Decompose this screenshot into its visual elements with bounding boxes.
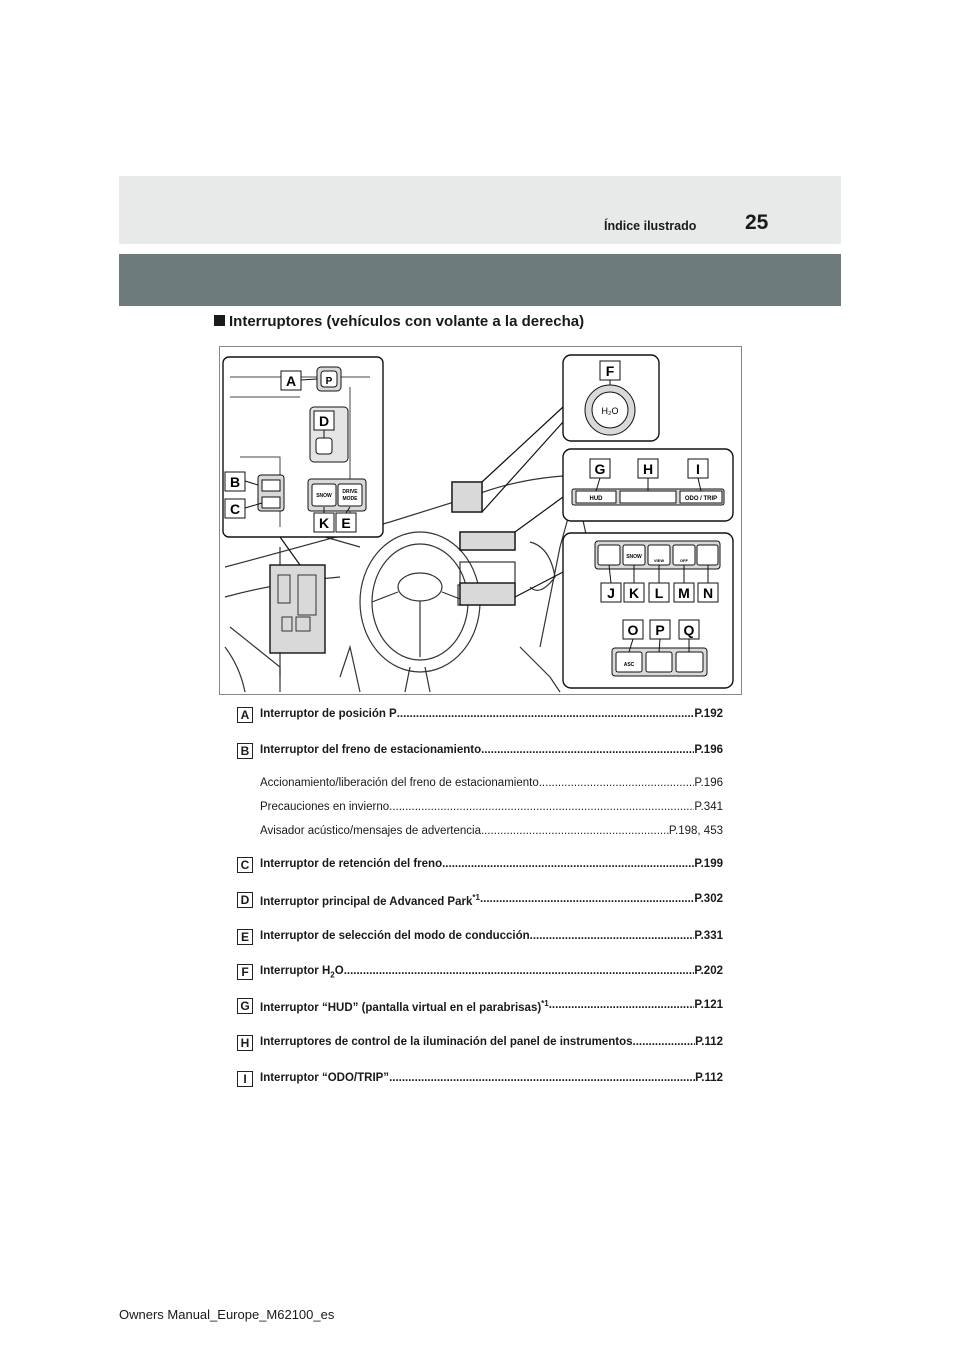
snow2-label: SNOW <box>626 554 642 560</box>
header-bar <box>119 254 841 306</box>
callout-m: M <box>678 585 690 601</box>
callout-f: F <box>605 363 615 379</box>
page-ref[interactable]: P.341 <box>694 801 723 813</box>
section-title: Índice ilustrado <box>604 219 697 233</box>
page-ref[interactable]: P.199 <box>694 858 723 870</box>
mode-label: MODE <box>342 496 358 502</box>
callout-h: H <box>642 461 654 477</box>
header-band <box>119 176 841 244</box>
section-heading <box>214 313 584 330</box>
entry-g <box>237 998 723 1016</box>
badge-c: C <box>237 857 253 873</box>
entry-label: Interruptor de selección del modo de conducción <box>260 930 530 942</box>
callout-j: J <box>607 585 615 601</box>
badge-i: I <box>237 1071 253 1087</box>
footer-text: Owners Manual_Europe_M62100_es <box>119 1307 335 1322</box>
switch-illustration <box>219 346 742 695</box>
badge-e: E <box>237 929 253 945</box>
footnote-marker: *1 <box>472 893 480 902</box>
callout-a: A <box>285 373 297 389</box>
entry-label: Interruptor del freno de estacionamiento <box>260 744 482 756</box>
hud-label: HUD <box>589 496 603 502</box>
entry-label: Interruptores de control de la iluminación del panel de instrumentos <box>260 1036 633 1048</box>
entry-label: Interruptor principal de Advanced Park <box>260 895 473 908</box>
callout-i: I <box>696 461 700 477</box>
callout-d: D <box>318 413 330 429</box>
footnote-marker: *1 <box>541 999 549 1008</box>
callout-l: L <box>654 585 664 601</box>
page-ref[interactable]: P.198, 453 <box>668 825 723 837</box>
asc-label: ASC <box>623 662 635 668</box>
page-ref[interactable]: P.196 <box>694 744 723 756</box>
callout-e: E <box>341 515 351 531</box>
entry-f <box>237 964 723 982</box>
entry-label: Interruptor H <box>260 965 331 977</box>
callout-q: Q <box>683 622 695 638</box>
entry-label: Interruptor de retención del freno <box>260 858 443 870</box>
entry-d <box>237 892 723 910</box>
sub-entry-label: Precauciones en invierno <box>260 801 390 813</box>
callout-k-left: K <box>318 515 330 531</box>
callout-p: P <box>655 622 665 638</box>
sub-entry <box>260 801 723 813</box>
sub-entry-label: Accionamiento/liberación del freno de estacionamiento <box>260 777 539 789</box>
page-ref[interactable]: P.302 <box>694 893 723 905</box>
page-ref[interactable]: P.331 <box>694 930 723 942</box>
view-label: VIEW <box>653 558 665 563</box>
sub-entry <box>260 825 723 837</box>
entry-a <box>237 707 723 725</box>
callout-b: B <box>229 474 241 490</box>
entry-h <box>237 1035 723 1053</box>
page-ref[interactable]: P.202 <box>694 965 723 977</box>
page-ref[interactable]: P.192 <box>694 708 723 720</box>
badge-f: F <box>237 964 253 980</box>
callout-g: G <box>594 461 606 477</box>
dashboard-drawing <box>220 347 741 694</box>
callout-o: O <box>627 622 639 638</box>
heading-text: Interruptores (vehículos con volante a la derecha) <box>229 313 585 330</box>
entry-label: Interruptor “HUD” (pantalla virtual en el parabrisas) <box>260 1001 542 1014</box>
badge-a: A <box>237 707 253 723</box>
page-number: 25 <box>745 211 769 234</box>
snow-label: SNOW <box>316 493 332 499</box>
callout-k: K <box>628 585 640 601</box>
odo-trip-label: ODO / TRIP <box>684 496 718 502</box>
entry-label: Interruptor de posición P <box>260 708 397 720</box>
entry-label-after: O <box>334 965 344 977</box>
entry-i <box>237 1071 723 1089</box>
entry-e <box>237 929 723 947</box>
page-ref[interactable]: P.112 <box>695 1072 723 1084</box>
callout-n: N <box>702 585 714 601</box>
subscript: 2 <box>330 970 335 980</box>
h2o-label: H₂O <box>601 406 619 416</box>
square-bullet-icon <box>214 315 225 326</box>
entry-c <box>237 857 723 875</box>
drive-label: DRIVE <box>342 489 358 495</box>
badge-g: G <box>237 998 253 1014</box>
badge-h: H <box>237 1035 253 1051</box>
off-label: OFF <box>680 558 688 563</box>
p-button-label: P <box>325 376 333 387</box>
badge-b: B <box>237 743 253 759</box>
badge-d: D <box>237 892 253 908</box>
sub-entry-label: Avisador acústico/mensajes de advertencia <box>260 825 481 837</box>
page-ref[interactable]: P.121 <box>694 999 723 1011</box>
page-ref[interactable]: P.112 <box>695 1036 723 1048</box>
callout-c: C <box>229 501 241 517</box>
sub-entry <box>260 777 723 789</box>
entry-label: Interruptor “ODO/TRIP” <box>260 1072 390 1084</box>
page-ref[interactable]: P.196 <box>694 777 723 789</box>
entry-b <box>237 743 723 761</box>
